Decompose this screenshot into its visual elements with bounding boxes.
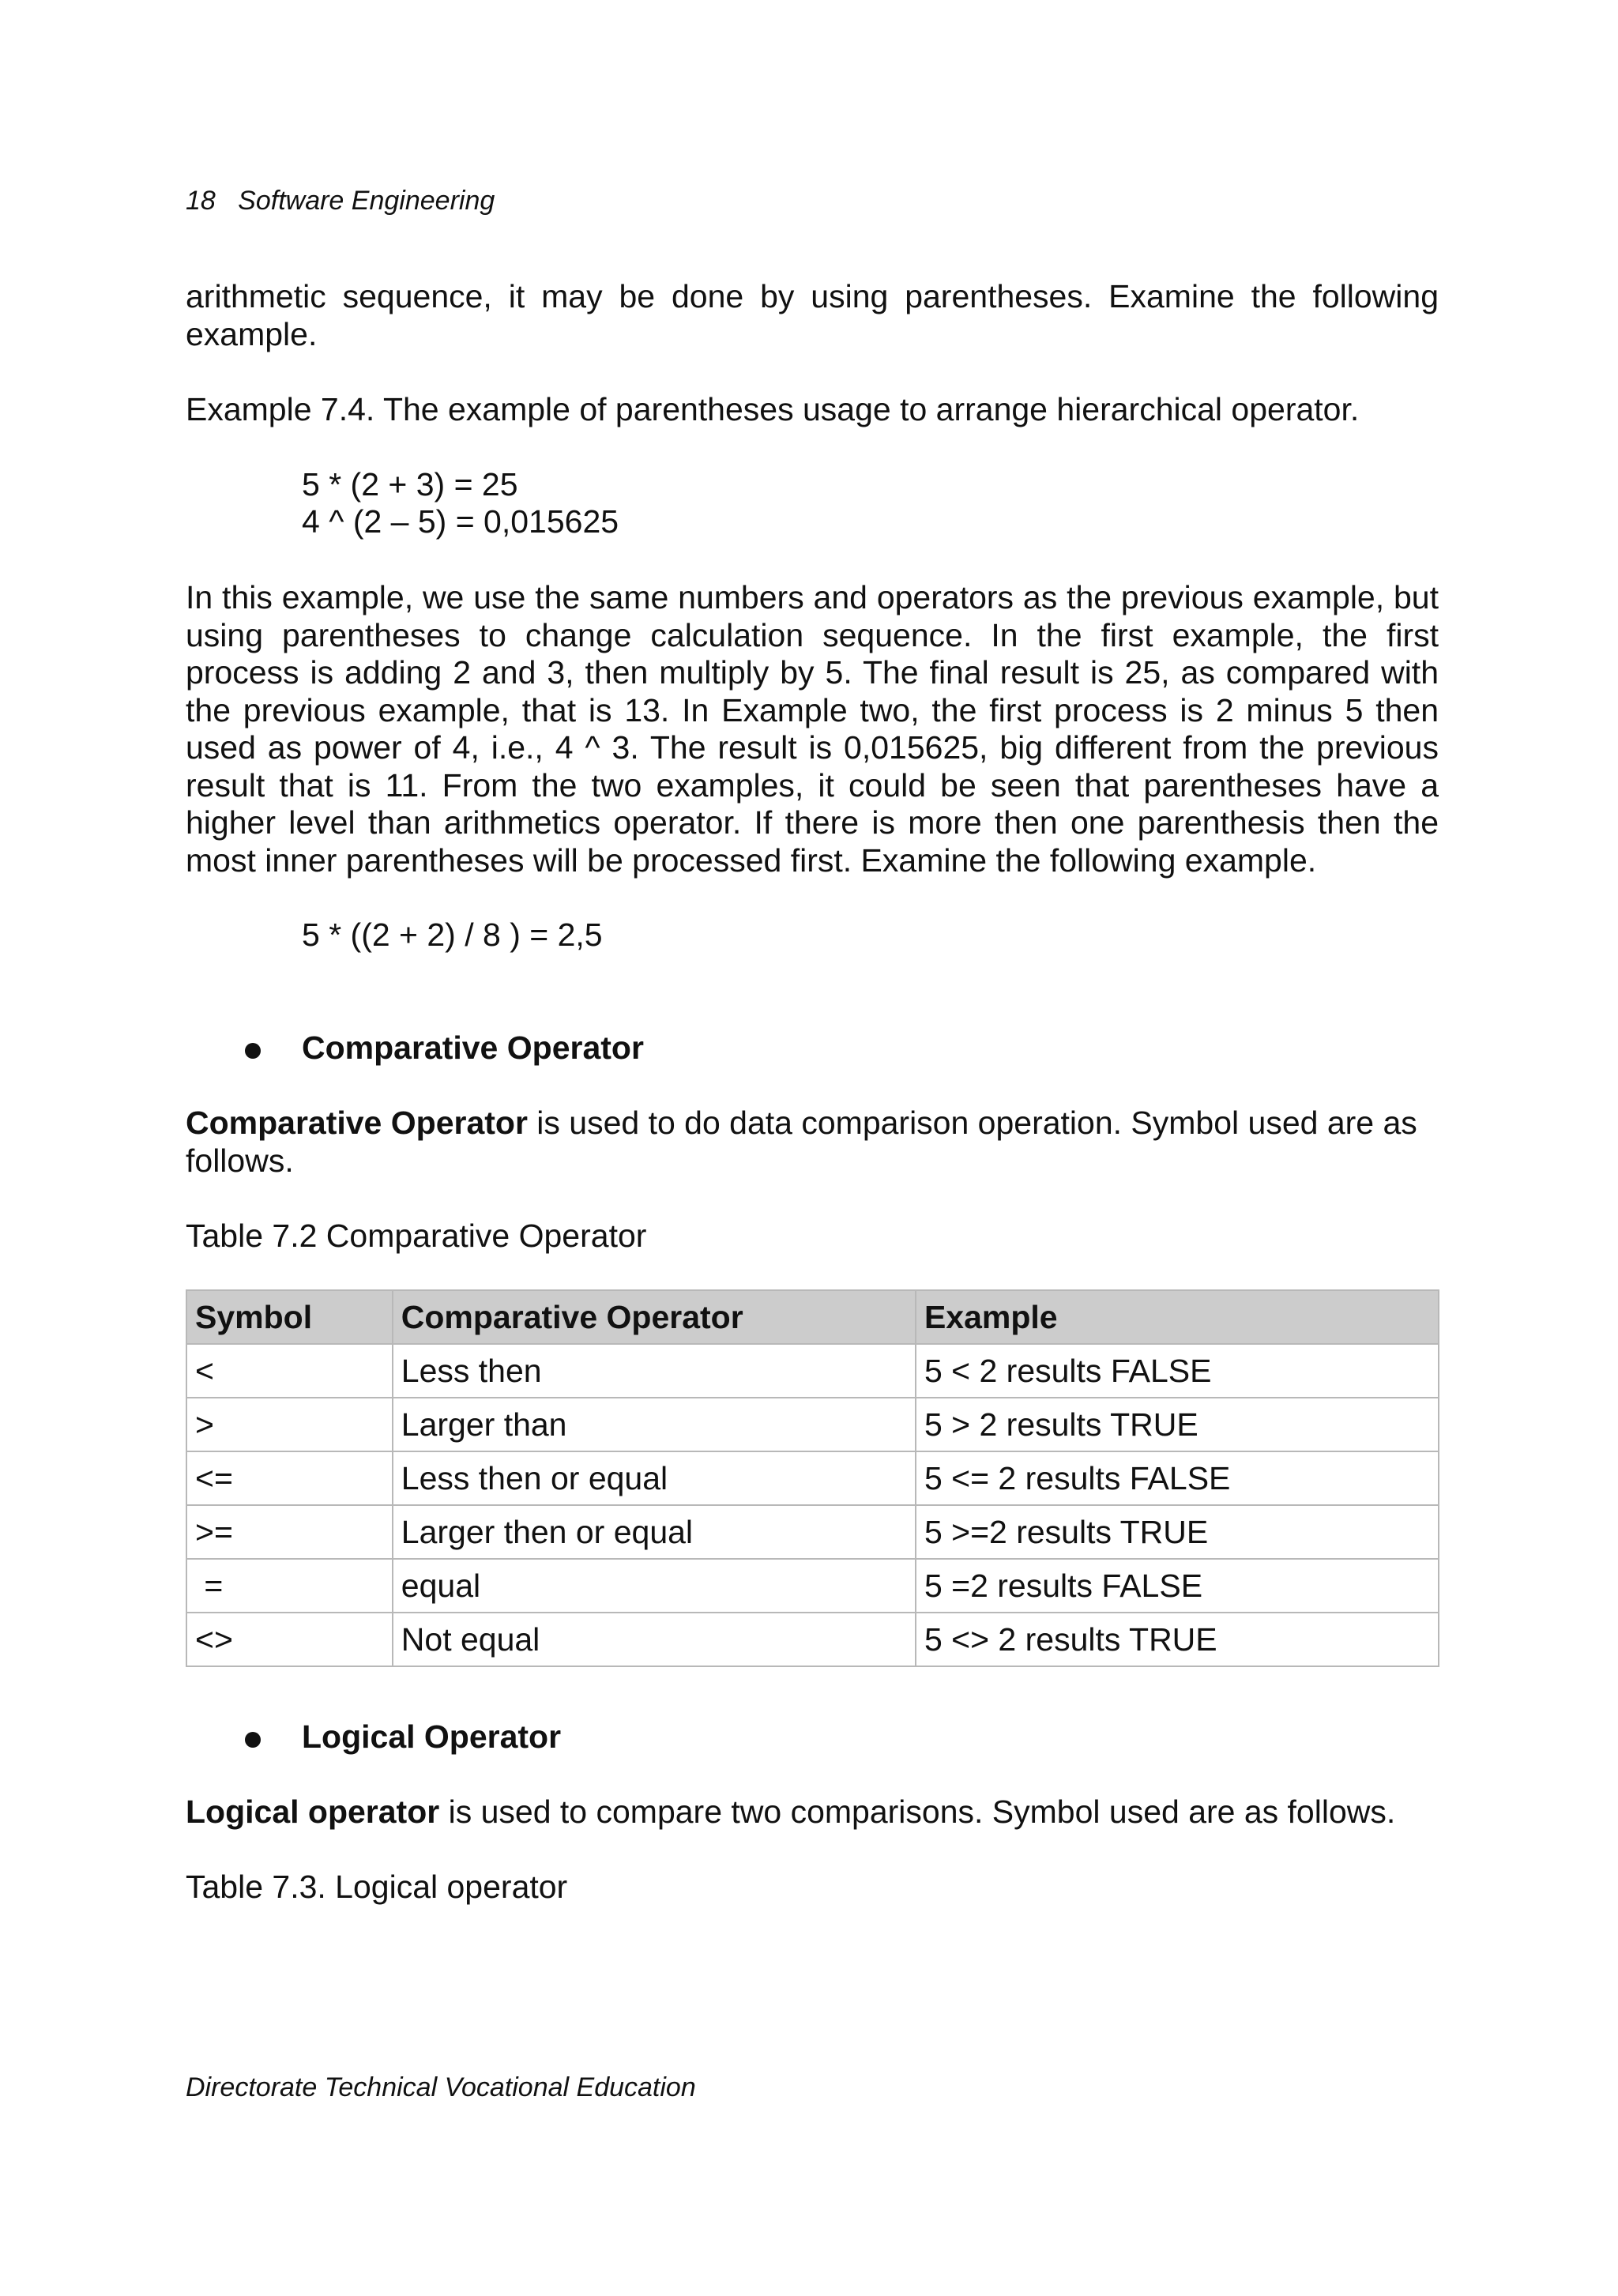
cell-operator: Larger then or equal [393, 1505, 916, 1559]
bullet-title: Logical Operator [302, 1718, 562, 1755]
cell-example: 5 < 2 results FALSE [916, 1344, 1439, 1398]
cell-symbol: < [186, 1344, 393, 1398]
example-caption: Example 7.4. The example of parentheses usage to arrange hierarchical operator. [186, 391, 1360, 427]
header-comparative-operator: Comparative Operator [393, 1290, 916, 1344]
cell-symbol: <= [186, 1451, 393, 1505]
intro-paragraph: arithmetic sequence, it may be done by using parentheses. Examine the following example. [186, 278, 1439, 352]
page-footer: Directorate Technical Vocational Education [186, 2072, 696, 2102]
cell-symbol: = [186, 1559, 393, 1613]
cell-example: 5 > 2 results TRUE [916, 1398, 1439, 1451]
comparative-table-caption: Table 7.2 Comparative Operator [186, 1218, 647, 1254]
cell-example: 5 >=2 results TRUE [916, 1505, 1439, 1559]
bullet-icon [245, 1043, 261, 1059]
bullet-icon [245, 1732, 261, 1748]
cell-example: 5 =2 results FALSE [916, 1559, 1439, 1613]
example-line-1: 5 * (2 + 3) = 25 [302, 466, 518, 502]
table-row [186, 1451, 1439, 1505]
table-row [186, 1344, 1439, 1398]
comparative-intro [186, 1105, 1439, 1180]
logical-intro [186, 1794, 1439, 1831]
table-header-row [186, 1290, 1439, 1344]
cell-operator: Larger than [393, 1398, 916, 1451]
cell-operator: Less then or equal [393, 1451, 916, 1505]
cell-symbol: > [186, 1398, 393, 1451]
cell-operator: Less then [393, 1344, 916, 1398]
table-row [186, 1613, 1439, 1666]
table-row [186, 1559, 1439, 1613]
page-number: 18 [186, 186, 216, 216]
logical-lead-rest: is used to compare two comparisons. Symbol used are as follows. [439, 1794, 1396, 1830]
comparative-lead-rest: is used to do data comparison operation. Symbol used are as follows. [186, 1105, 1417, 1179]
example-line-2: 4 ^ (2 – 5) = 0,015625 [302, 503, 619, 540]
logical-table-caption: Table 7.3. Logical operator [186, 1869, 568, 1905]
cell-symbol: <> [186, 1613, 393, 1666]
table-row [186, 1505, 1439, 1559]
comparative-lead-bold: Comparative Operator [186, 1105, 528, 1141]
table-row [186, 1398, 1439, 1451]
cell-symbol: >= [186, 1505, 393, 1559]
running-header [186, 183, 495, 218]
cell-example: 5 <> 2 results TRUE [916, 1613, 1439, 1666]
nested-example: 5 * ((2 + 2) / 8 ) = 2,5 [302, 917, 603, 953]
book-title: Software Engineering [238, 186, 495, 216]
cell-example: 5 <= 2 results FALSE [916, 1451, 1439, 1505]
bullet-title: Comparative Operator [302, 1029, 644, 1066]
logical-lead-bold: Logical operator [186, 1794, 440, 1830]
header-symbol: Symbol [186, 1290, 393, 1344]
explanation-paragraph: In this example, we use the same numbers and operators as the previous example, but using parentheses to change calculation sequence. In the first example, the first process is adding 2 and 3, then multiply by 5. The final result is 25, as compared with the previous example, that is 13. In Example two, the first process is 2 minus 5 then used as power of 4, i.e., 4 ^ 3. The result is 0,015625, big different from the previous result that is 11. From the two examples, it could be seen that parentheses have a higher level than arithmetics operator. If there is more then one parenthesis then the most inner parentheses will be processed first. Examine the following example. [186, 579, 1439, 879]
header-example: Example [916, 1290, 1439, 1344]
cell-operator: equal [393, 1559, 916, 1613]
comparative-operator-table [186, 1289, 1439, 1667]
cell-operator: Not equal [393, 1613, 916, 1666]
